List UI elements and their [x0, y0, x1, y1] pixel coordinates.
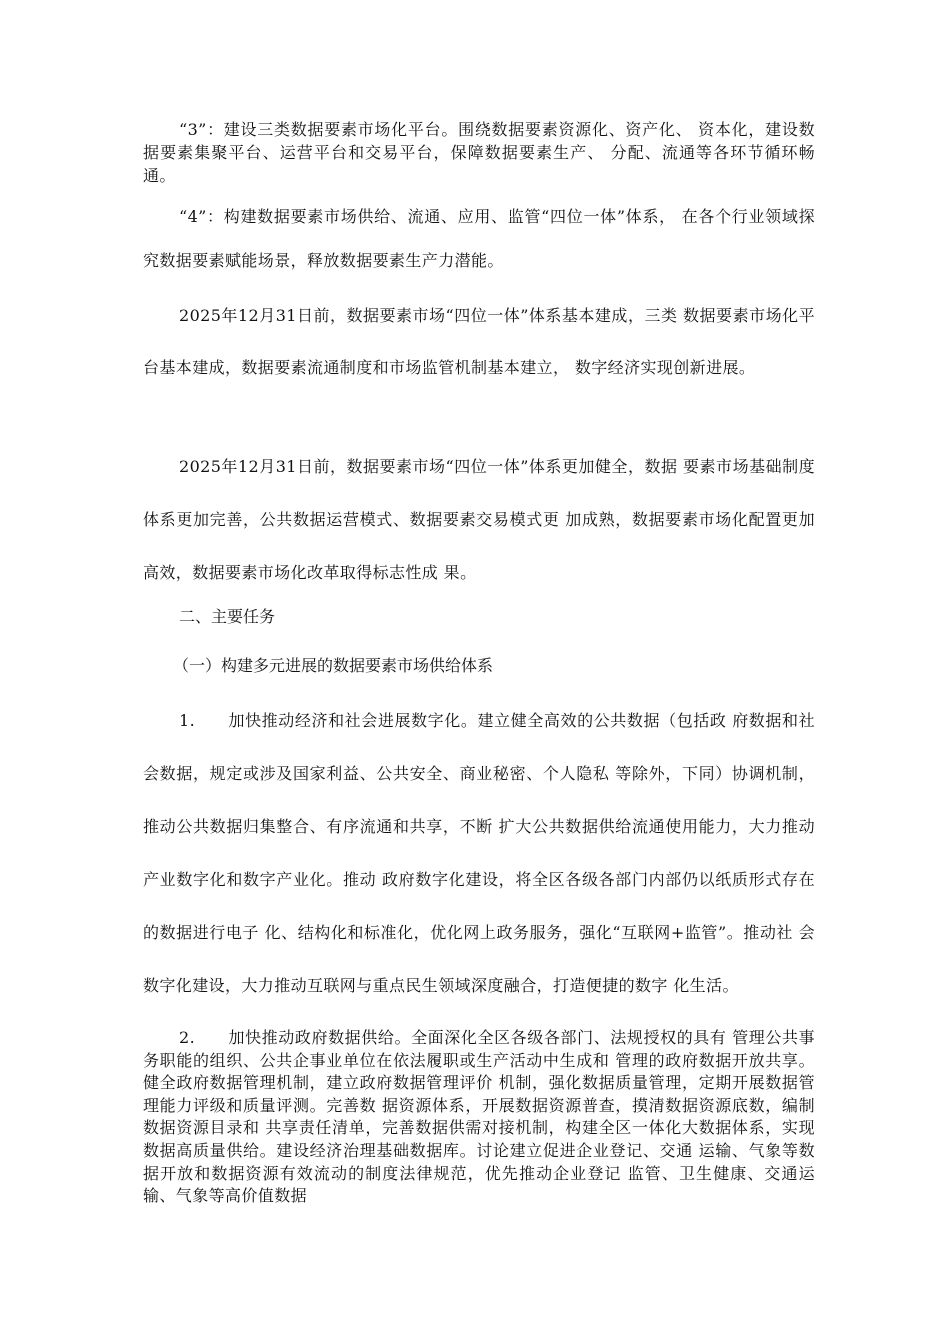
list-item-1: 1. 加快推动经济和社会进展数字化。建立健全高效的公共数据（包括政 府数据和社会数据，规定或涉及国家利益、公共安全、商业秘密、个人隐私 等除外，下同）协调机制，推动公共数据归集整合、有序流通和共享，不断 扩大公共数据供给流通使用能力，大力推动产业数字化和数字产业化。推动 政府数字化建设，将全区各级各部门内部仍以纸质形式存在的数据进行电子 化、结构化和标准化，优化网上政务服务，强化“互联网+监管”。推动社 会数字化建设，大力推动互联网与重点民生领域深度融合，打造便捷的数字 化生活。 [143, 711, 815, 995]
paragraph-four-in-one: “4”：构建数据要素市场供给、流通、应用、监管“四位一体”体系， 在各个行业领域探究数据要素赋能场景，释放数据要素生产力潜能。 [143, 207, 815, 270]
paragraph-platforms: “3”：建设三类数据要素市场化平台。围绕数据要素资源化、资产化、 资本化，建设数据要素集聚平台、运营平台和交易平台，保障数据要素生产、 分配、流通等各环节循环畅通。 [143, 120, 815, 185]
subsection-heading: （一）构建多元进展的数据要素市场供给体系 [173, 656, 494, 675]
list-item-2: 2. 加快推动政府数据供给。全面深化全区各级各部门、法规授权的具有 管理公共事务职能的组织、公共企事业单位在依法履职或生产活动中生成和 管理的政府数据开放共享。健全政府数据管理机制，建立政府数据管理评价 机制，强化数据质量管理，定期开展数据管理能力评级和质量评测。完善数 据资源体系，开展数据资源普查，摸清数据资源底数，编制数据资源目录和 共享责任清单，完善数据供需对接机制，构建全区一体化大数据体系，实现 数据高质量供给。建设经济治理基础数据库。讨论建立促进企业登记、交通 运输、气象等数据开放和数据资源有效流动的制度法律规范，优先推动企业登记 监管、卫生健康、交通运输、气象等高价值数据 [143, 1028, 815, 1206]
paragraph-goal-mature: 2025年12月31日前，数据要素市场“四位一体”体系更加健全，数据 要素市场基础制度体系更加完善，公共数据运营模式、数据要素交易模式更 加成熟，数据要素市场化配置更加高效，数据要素市场化改革取得标志性成 果。 [143, 457, 815, 582]
section-heading: 二、主要任务 [179, 607, 276, 626]
paragraph-goal-basic: 2025年12月31日前，数据要素市场“四位一体”体系基本建成，三类 数据要素市场化平台基本建成，数据要素流通制度和市场监管机制基本建立， 数字经济实现创新进展。 [143, 306, 815, 377]
